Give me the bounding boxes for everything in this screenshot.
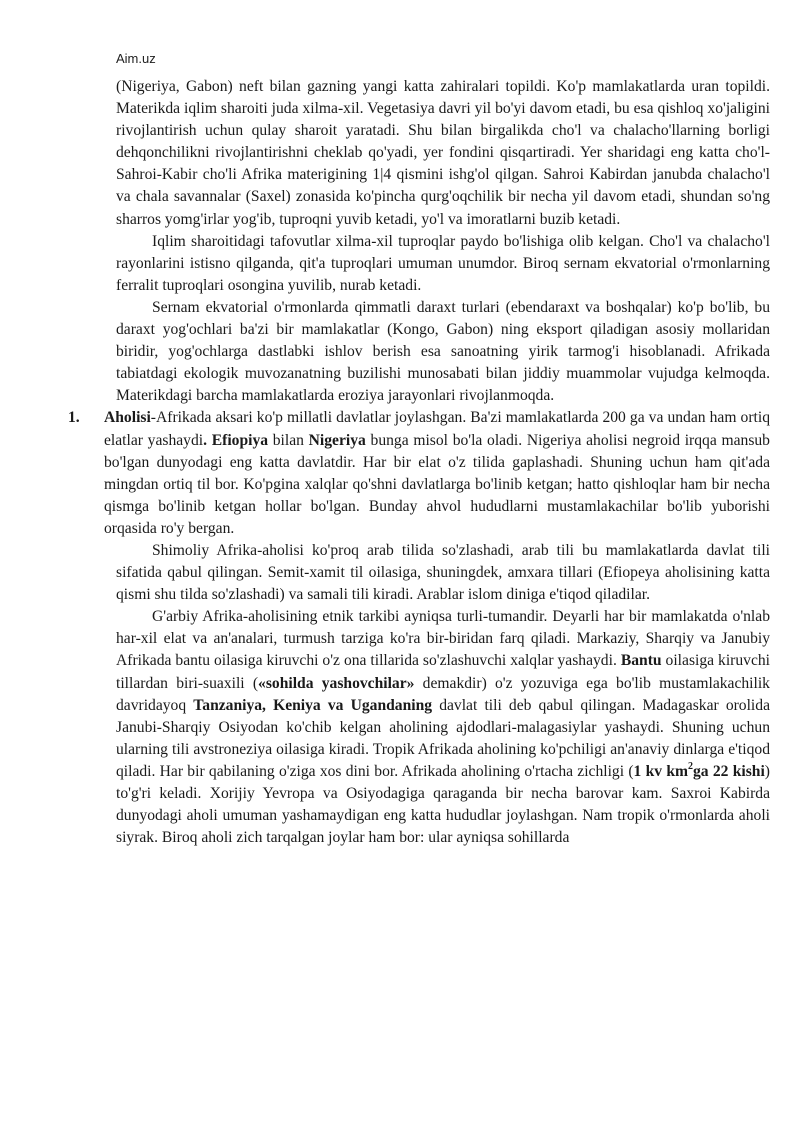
list-text-b: bilan xyxy=(268,431,309,449)
list-item-aholisi xyxy=(68,407,770,540)
density-superscript: 2 xyxy=(688,760,693,772)
density-b: ga 22 kishi xyxy=(693,762,765,780)
p5-text-b: oilasiga kiruvchi tillardan biri-suaxili ( xyxy=(116,652,770,692)
country-nigeriya: Nigeriya xyxy=(308,431,366,449)
list-text-a: -Afrikada aksari ko'p millatli davlatlar joylashgan. Ba'zi mamlakatlarda 200 ga va undan ham ortiq elatlar yashaydi xyxy=(104,409,770,449)
term-bantu: Bantu xyxy=(620,652,662,670)
term-aholisi: Aholisi xyxy=(104,409,151,427)
document-body xyxy=(68,76,770,849)
p5-text-d: davlat tili deb qabul qilingan. Madagaskar orolida Janubi-Sharqiy Osiyodan ko'chib kelgan aholining ajdodlari-malagasiylar yashaydi. Shuning uchun ularning tili avstroneziya oilasiga kiradi. Tropik Afrikada aholining ko'pchiligi an'anaviy dinlarga e'tiqod qiladi. Har bir qabilaning o'ziga xos dini bor. Afrikada aholining o'rtacha zichligi ( xyxy=(116,696,770,780)
paragraph-2: Iqlim sharoitidagi tafovutlar xilma-xil tuproqlar paydo bo'lishiga olib kelgan. Cho'l va chalacho'l rayonlarini istisno qilganda, qit'a tuproqlari umuman unumdor. Biroq sernam ekvatorial o'rmonlarning ferralit tuproqlari osongina yuvilib, nurab ketadi. xyxy=(116,232,770,294)
list-number: 1. xyxy=(68,409,80,427)
term-countries: Tanzaniya, Keniya va Ugandaning xyxy=(193,696,433,714)
list-dot: . xyxy=(203,431,207,449)
density-a: 1 kv km xyxy=(633,762,688,780)
numbered-list xyxy=(68,407,770,540)
p5-text-c: demakdir) o'z yozuviga ega bo'lib mustamlakachilik davridayoq xyxy=(116,674,770,714)
list-text-c: bunga misol bo'la oladi. Nigeriya aholisi negroid irqqa mansub bo'lgan dunyodagi eng katta davlatdir. Har bir elat o'z tilida gaplashadi. Shuning uchun ham qit'ada mingdan ortiq til bor. Ko'pgina xalqlar qo'shni davlatlarga bo'linib ketgan; hatto qishloqlar ham bir necha qismga bo'linib ketgan hollar bo'lgan. Bunday ahvol hududlarni mustamlakachilar bo'lib yuborishi orqasida ro'y bergan. xyxy=(104,431,770,537)
country-efiopiya: Efiopiya xyxy=(211,431,269,449)
p5-text-e: ) to'g'ri keladi. Xorijiy Yevropa va Osiyodagiga qaraganda bir necha barovar kam. Saxroi Kabirda dunyodagi aholi umuman yashamaydigan eng katta hududlar joylashgan. Nam tropik o'rmonlarda aholi siyrak. Biroq aholi zich tarqalgan joylar ham bor: ular ayniqsa sohillarda xyxy=(116,762,770,847)
paragraph-3: Sernam ekvatorial o'rmonlarda qimmatli daraxt turlari (ebendaraxt va boshqalar) ko'p bo'lib, bu daraxt yog'ochlari ba'zi bir mamlakatlar (Kongo, Gabon) ning eksport qiladigan asosiy mollaridan biridir, yog'ochlarga dastlabki ishlov berish esa sanoatning yirik tarmog'i hisoblanadi. Afrikada tabiatdagi ekologik muvozanatning buzilishi munosabati bilan jiddiy muammolar vujudga kelmoqda. Materikdagi barcha mamlakatlarda eroziya jarayonlari rivojlanmoqda. xyxy=(116,298,770,405)
site-header: Aim.uz xyxy=(116,51,156,66)
term-sohilda: «sohilda yashovchilar» xyxy=(258,674,415,692)
p5-text-a: G'arbiy Afrika-aholisining etnik tarkibi ayniqsa turli-tumandir. Deyarli har bir mamlakatda o'nlab har-xil elat va an'analari, turmush tarziga ko'ra bir-biridan farq qiladi. Markaziy, Sharqiy va Janubiy Afrikada bantu oilasiga kiruvchi o'z ona tillarida so'zlashuvchi xalqlar yashaydi. xyxy=(116,608,770,670)
paragraph-5 xyxy=(116,606,770,849)
density-value xyxy=(633,760,765,780)
paragraph-1: (Nigeriya, Gabon) neft bilan gazning yangi katta zahiralari topildi. Ko'p mamlakatlarda uran topildi. Materikda iqlim sharoiti juda xilma-xil. Vegetasiya davri yil bo'yi davom etadi, bu esa qishloq xo'jaligini rivojlantirish uchun qulay sharoit yaratadi. Shu bilan birgalikda cho'l va chalacho'llarning borligi dehqonchilikni rivojlantirishni cheklab qo'yadi, yer fondini qisqartiradi. Yer sharidagi eng katta cho'l- Sahroi-Kabir cho'li Afrika materigining 1|4 qismini ishg'ol qilgan. Sahroi Kabirdan janubda chalacho'l va chala savannalar (Saxel) zonasida ko'pincha qurg'oqchilik bir necha yil davom etadi, shundan so'ng sharros yomg'irlar yog'ib, tuproqni yuvib ketadi, yo'l va imoratlarni buzib ketadi. xyxy=(116,78,770,228)
paragraph-4: Shimoliy Afrika-aholisi ko'proq arab tilida so'zlashadi, arab tili bu mamlakatlarda davlat tili sifatida qabul qilingan. Semit-xamit til oilasiga, shuningdek, amxara tillari (Efiopeya aholisining katta qismi shu tilda so'zlashadi) va samali tili kiradi. Arablar islom diniga e'tiqod qiladilar. xyxy=(116,541,770,604)
